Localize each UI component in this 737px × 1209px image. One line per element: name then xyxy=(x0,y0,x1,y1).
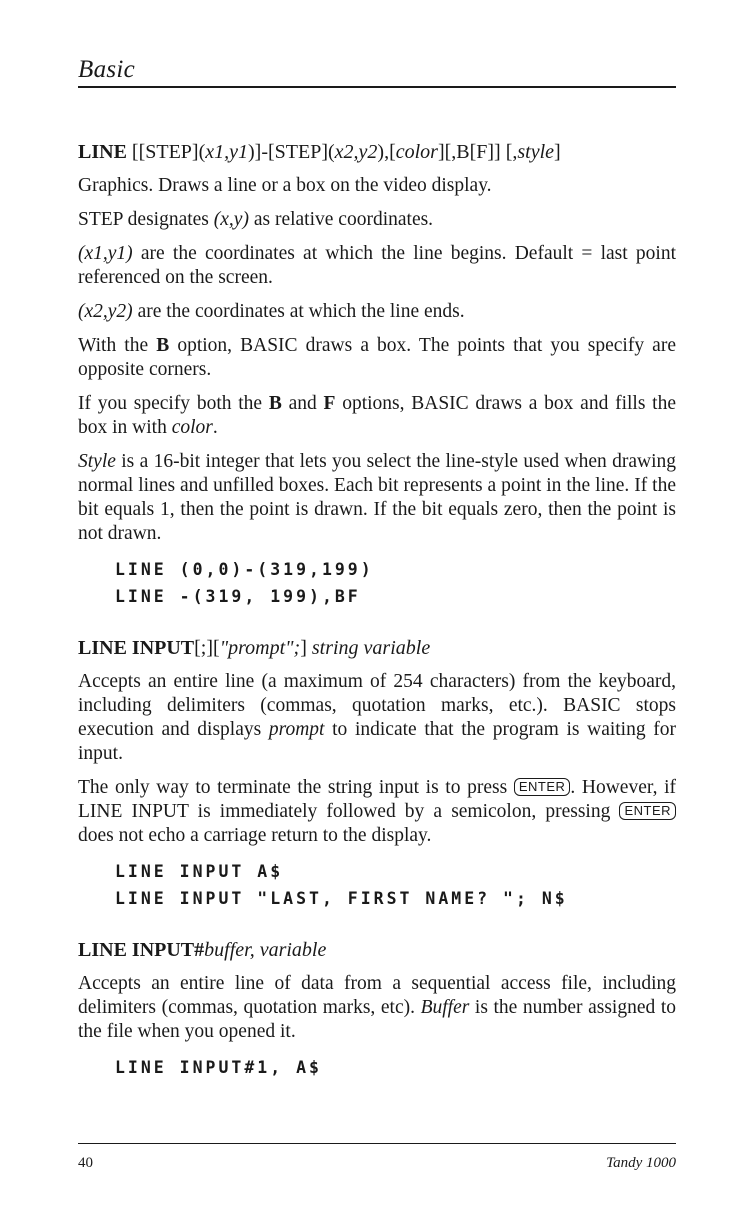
enter-key-icon: ENTER xyxy=(619,802,676,820)
keyword: LINE xyxy=(78,141,127,163)
paragraph: (x1,y1) are the coordinates at which the line begins. Default = last point referenced on the screen. xyxy=(78,243,676,288)
running-header xyxy=(78,56,676,86)
paragraph: Graphics. Draws a line or a box on the video display. xyxy=(78,175,492,196)
entry-line-input-file xyxy=(78,938,676,1081)
page-number: 40 xyxy=(78,1155,93,1171)
paragraph: (x2,y2) are the coordinates at which the line ends. xyxy=(78,301,465,322)
code-line: LINE INPUT "LAST, FIRST NAME? "; N$ xyxy=(115,889,568,908)
paragraph: Style is a 16-bit integer that lets you select the line-style used when drawing normal lines and unfilled boxes. Each bit represents a point in the line. If the bit equals 1, then the point is drawn. If the bit equals zero, then the point is not drawn. xyxy=(78,451,676,544)
code-line: LINE INPUT#1, A$ xyxy=(115,1058,322,1077)
entry-line-input xyxy=(78,636,676,912)
page-content xyxy=(78,140,676,1097)
syntax-line: LINE [[STEP](x1,y1)]-[STEP](x2,y2),[color][,B[F]] [,style] xyxy=(78,141,561,163)
code-example xyxy=(115,858,676,912)
paragraph: If you specify both the B and F options, BASIC draws a box and fills the box in with color. xyxy=(78,393,676,438)
code-line: LINE -(319, 199),BF xyxy=(115,587,361,606)
code-example xyxy=(115,1054,676,1081)
keyword: LINE INPUT xyxy=(78,637,195,659)
header-title: Basic xyxy=(78,56,136,83)
code-example xyxy=(115,556,676,610)
paragraph: Accepts an entire line of data from a sequential access file, including delimiters (commas, quotation marks, etc). Buffer is the number assigned to the file when you opened it. xyxy=(78,973,676,1042)
code-line: LINE (0,0)-(319,199) xyxy=(115,560,374,579)
keyword: LINE INPUT# xyxy=(78,939,205,961)
footer-rule xyxy=(78,1143,676,1144)
footer-brand: Tandy 1000 xyxy=(606,1155,676,1171)
paragraph: STEP designates (x,y) as relative coordinates. xyxy=(78,209,434,230)
syntax-line: LINE INPUT#buffer, variable xyxy=(78,939,327,961)
enter-key-icon: ENTER xyxy=(514,778,571,796)
code-line: LINE INPUT A$ xyxy=(115,862,284,881)
syntax-line: LINE INPUT[;]["prompt";] string variable xyxy=(78,637,431,659)
header-rule xyxy=(78,86,676,88)
entry-line xyxy=(78,140,676,610)
paragraph: The only way to terminate the string input is to press ENTER . However, if LINE INPUT is immediately followed by a semicolon, pressing ENTER does not echo a carriage return to the display. xyxy=(78,777,676,846)
paragraph: Accepts an entire line (a maximum of 254 characters) from the keyboard, including delimiters (commas, quotation marks, etc.). BASIC stops execution and displays prompt to indicate that the program is waiting for input. xyxy=(78,671,677,764)
paragraph: With the B option, BASIC draws a box. The points that you specify are opposite corners. xyxy=(78,335,676,380)
